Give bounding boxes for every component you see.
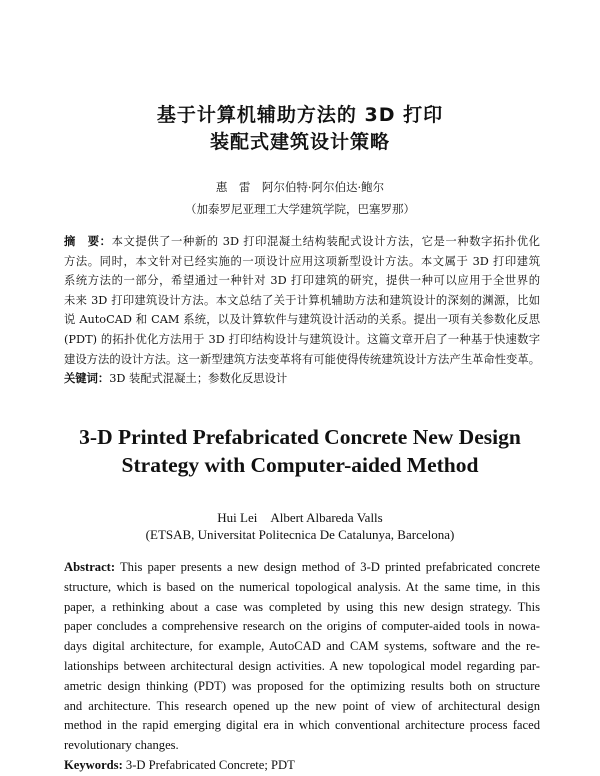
zh-abstract-line: 系统方法的一部分，希望通过一种针对 3D 打印建筑的研究，提供一种可以应用于全世界的: [64, 274, 540, 288]
zh-abstract-line: 说 AutoCAD 和 CAM 系统，以及计算软件与建筑设计活动的关系。提出一项有关参数化反思: [64, 313, 540, 327]
zh-abstract-line: (PDT) 的拓扑优化方法用于 3D 打印结构设计与建筑设计。这篇文章开启了一种基于快速数字: [64, 332, 540, 346]
en-title-line-1: 3-D Printed Prefabricated Concrete New Design: [79, 425, 521, 449]
zh-title-line-2: 装配式建筑设计策略: [209, 131, 390, 153]
zh-affiliation: （加泰罗尼亚理工大学建筑学院，巴塞罗那）: [185, 202, 415, 216]
zh-abstract-line: 未来 3D 打印建筑设计方法。本文总结了关于计算机辅助方法和建筑设计的深刻的渊源，比如: [64, 293, 540, 307]
en-authors: Hui Lei Albert Albareda Valls: [217, 510, 383, 525]
en-abstract-line: paper, a rethinking about a case was completed by using this new design strategy. This: [64, 599, 540, 614]
zh-abstract-label: 摘 要：: [64, 234, 112, 248]
zh-abstract-text: 本文提供了一种新的 3D 打印混凝土结构装配式设计方法，它是一种数字拓扑优化: [111, 235, 540, 248]
en-abstract: [64, 558, 540, 776]
zh-abstract-line: 方法。同时，本文针对已经实施的一项设计应用这项新型设计方法。本文属于 3D 打印建筑: [64, 254, 540, 268]
en-keywords-text: 3-D Prefabricated Concrete; PDT: [122, 757, 295, 772]
en-abstract-text: This paper presents a new design method of 3-D printed prefabricated concrete: [115, 560, 540, 574]
en-abstract-line: and architecture. This research opened up the new point of view of architectural design: [64, 698, 540, 713]
zh-title-line-1: 基于计算机辅助方法的 3D 打印: [156, 104, 444, 126]
en-abstract-line: days digital architecture, for example, AutoCAD and CAM systems, software and the re-: [64, 639, 540, 654]
en-abstract-line: paper concludes a comprehensive research on the origins of computer-aided tools in nowa-: [64, 619, 540, 634]
en-abstract-line: structure, which is based on the numerical topological analysis. At the same time, in this: [64, 579, 540, 594]
en-abstract-line: [64, 558, 540, 578]
zh-abstract-line: [64, 232, 540, 252]
zh-keywords: [64, 369, 540, 389]
en-abstract-line: lationships between architectural design activities. A new topological model regarding par-: [64, 658, 540, 673]
en-abstract-line: ametric design thinking (PDT) was proposed for the optimizing results both on structure: [64, 678, 540, 693]
en-abstract-line: method in the rapid emerging digital era in which conventional architecture process faced: [64, 718, 540, 733]
zh-authors: 惠 雷 阿尔伯特·阿尔伯达·鲍尔: [215, 180, 385, 194]
en-affiliation: (ETSAB, Universitat Politecnica De Catalunya, Barcelona): [145, 527, 455, 542]
en-abstract-label: Abstract:: [64, 560, 116, 574]
zh-keywords-text: 3D 装配式混凝土；参数化反思设计: [109, 372, 288, 386]
zh-keywords-label: 关键词：: [64, 371, 110, 386]
en-keywords: [64, 756, 540, 776]
en-abstract-line: revolutionary changes.: [64, 738, 179, 753]
zh-abstract-line: 建设方法的设计方法。这一新型建筑方法变革将有可能使得传统建筑设计方法产生革命性变革。: [64, 352, 540, 366]
en-keywords-label: Keywords:: [64, 757, 123, 772]
en-title-line-2: Strategy with Computer-aided Method: [121, 453, 479, 477]
zh-abstract: [64, 232, 540, 389]
